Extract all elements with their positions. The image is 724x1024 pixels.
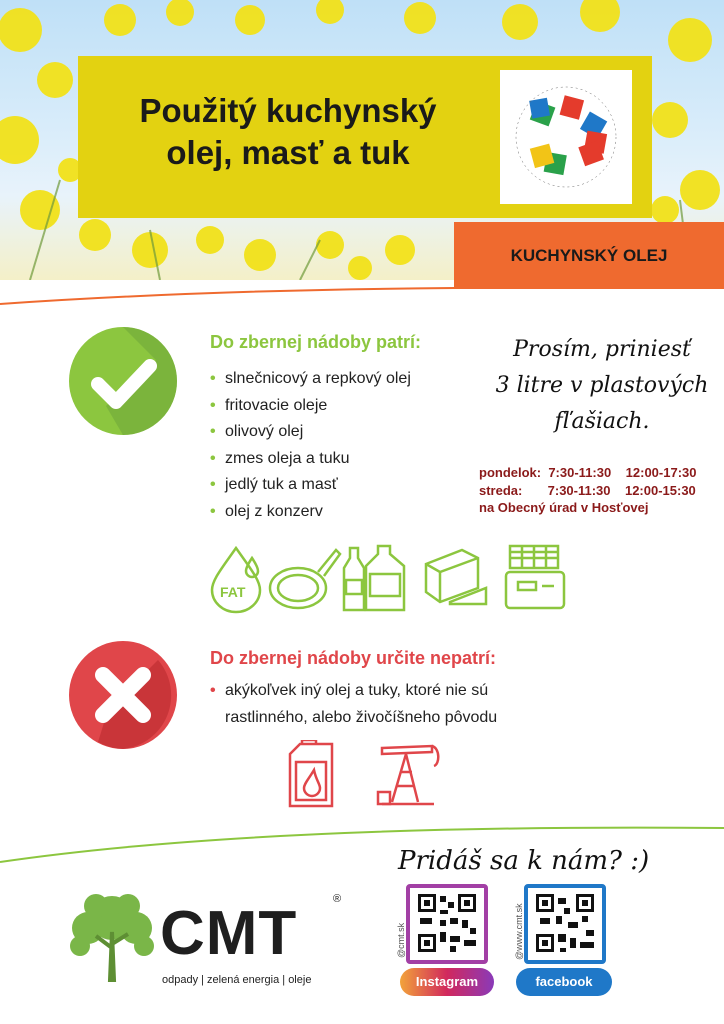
qr-code-icon: [410, 888, 484, 960]
check-circle-icon: [68, 326, 178, 436]
brand-tagline: odpady | zelená energia | oleje: [162, 974, 312, 986]
title-box: [78, 56, 498, 218]
allowed-heading: Do zbernej nádoby patrí:: [210, 332, 422, 352]
oil-pump-icon: [378, 746, 438, 804]
instagram-handle: @cmt.sk: [396, 922, 406, 958]
note-line-2: 3 litre v plastových: [495, 373, 709, 398]
list-item: • jedlý tuk a masť: [210, 472, 411, 499]
fat-drop-icon: [212, 548, 260, 612]
forbidden-icons-row: [286, 740, 446, 808]
forbidden-heading: Do zbernej nádoby určite nepatrí:: [210, 648, 497, 668]
category-label: KUCHYNSKÝ OLEJ: [510, 246, 668, 265]
list-item: • akýkoľvek iný olej a tuky, ktoré nie sú rastlinného, alebo živočíšneho pôvodu: [210, 678, 550, 731]
hours-row-monday: pondelok: 7:30-11:30 12:00-17:30: [479, 465, 697, 480]
oil-bottles-icon: [344, 546, 404, 610]
facebook-handle: @www.cmt.sk: [514, 903, 524, 960]
list-item: • olej z konzerv: [210, 499, 411, 526]
list-item: • slnečnicový a repkový olej: [210, 366, 411, 393]
orange-divider-curve: [0, 270, 724, 310]
page-title: [78, 90, 498, 174]
tree-logo-icon: [66, 888, 158, 988]
opening-hours: [479, 464, 696, 517]
hours-row-wednesday: streda: 7:30-11:30 12:00-15:30: [479, 482, 696, 498]
qr-code-icon: [528, 888, 602, 960]
join-us-text: Pridáš sa k nám? :): [398, 846, 650, 876]
allowed-list: [210, 366, 411, 525]
note-line-3: fľašiach.: [554, 409, 650, 434]
frying-pan-icon: [270, 550, 340, 608]
facebook-button[interactable]: facebook: [516, 968, 612, 996]
forbidden-list: [210, 678, 550, 731]
fuel-canister-icon: [290, 740, 332, 806]
facebook-qr-code[interactable]: [524, 884, 606, 964]
fat-label: FAT: [220, 584, 246, 600]
list-item: • olivový olej: [210, 419, 411, 446]
deep-fryer-icon: [506, 546, 564, 608]
allowed-icons-row: [208, 540, 578, 614]
title-line-2: olej, masť a tuk: [166, 134, 410, 171]
brand-name: CMT: [160, 899, 298, 968]
list-item: • fritovacie oleje: [210, 393, 411, 420]
recycling-squares-logo: [500, 70, 632, 204]
instagram-button[interactable]: Instagram: [400, 968, 494, 996]
instagram-qr-code[interactable]: [406, 884, 488, 964]
fat-block-icon: [426, 550, 486, 604]
bring-note: [482, 332, 722, 440]
hours-place: na Obecný úrad v Hosťovej: [479, 500, 649, 515]
cross-circle-icon: [68, 640, 178, 750]
registered-mark: ®: [333, 893, 342, 905]
list-item: • zmes oleja a tuku: [210, 446, 411, 473]
association-logo: [500, 70, 632, 204]
note-line-1: Prosím, priniesť: [513, 337, 691, 362]
title-line-1: Použitý kuchynský: [139, 92, 437, 129]
